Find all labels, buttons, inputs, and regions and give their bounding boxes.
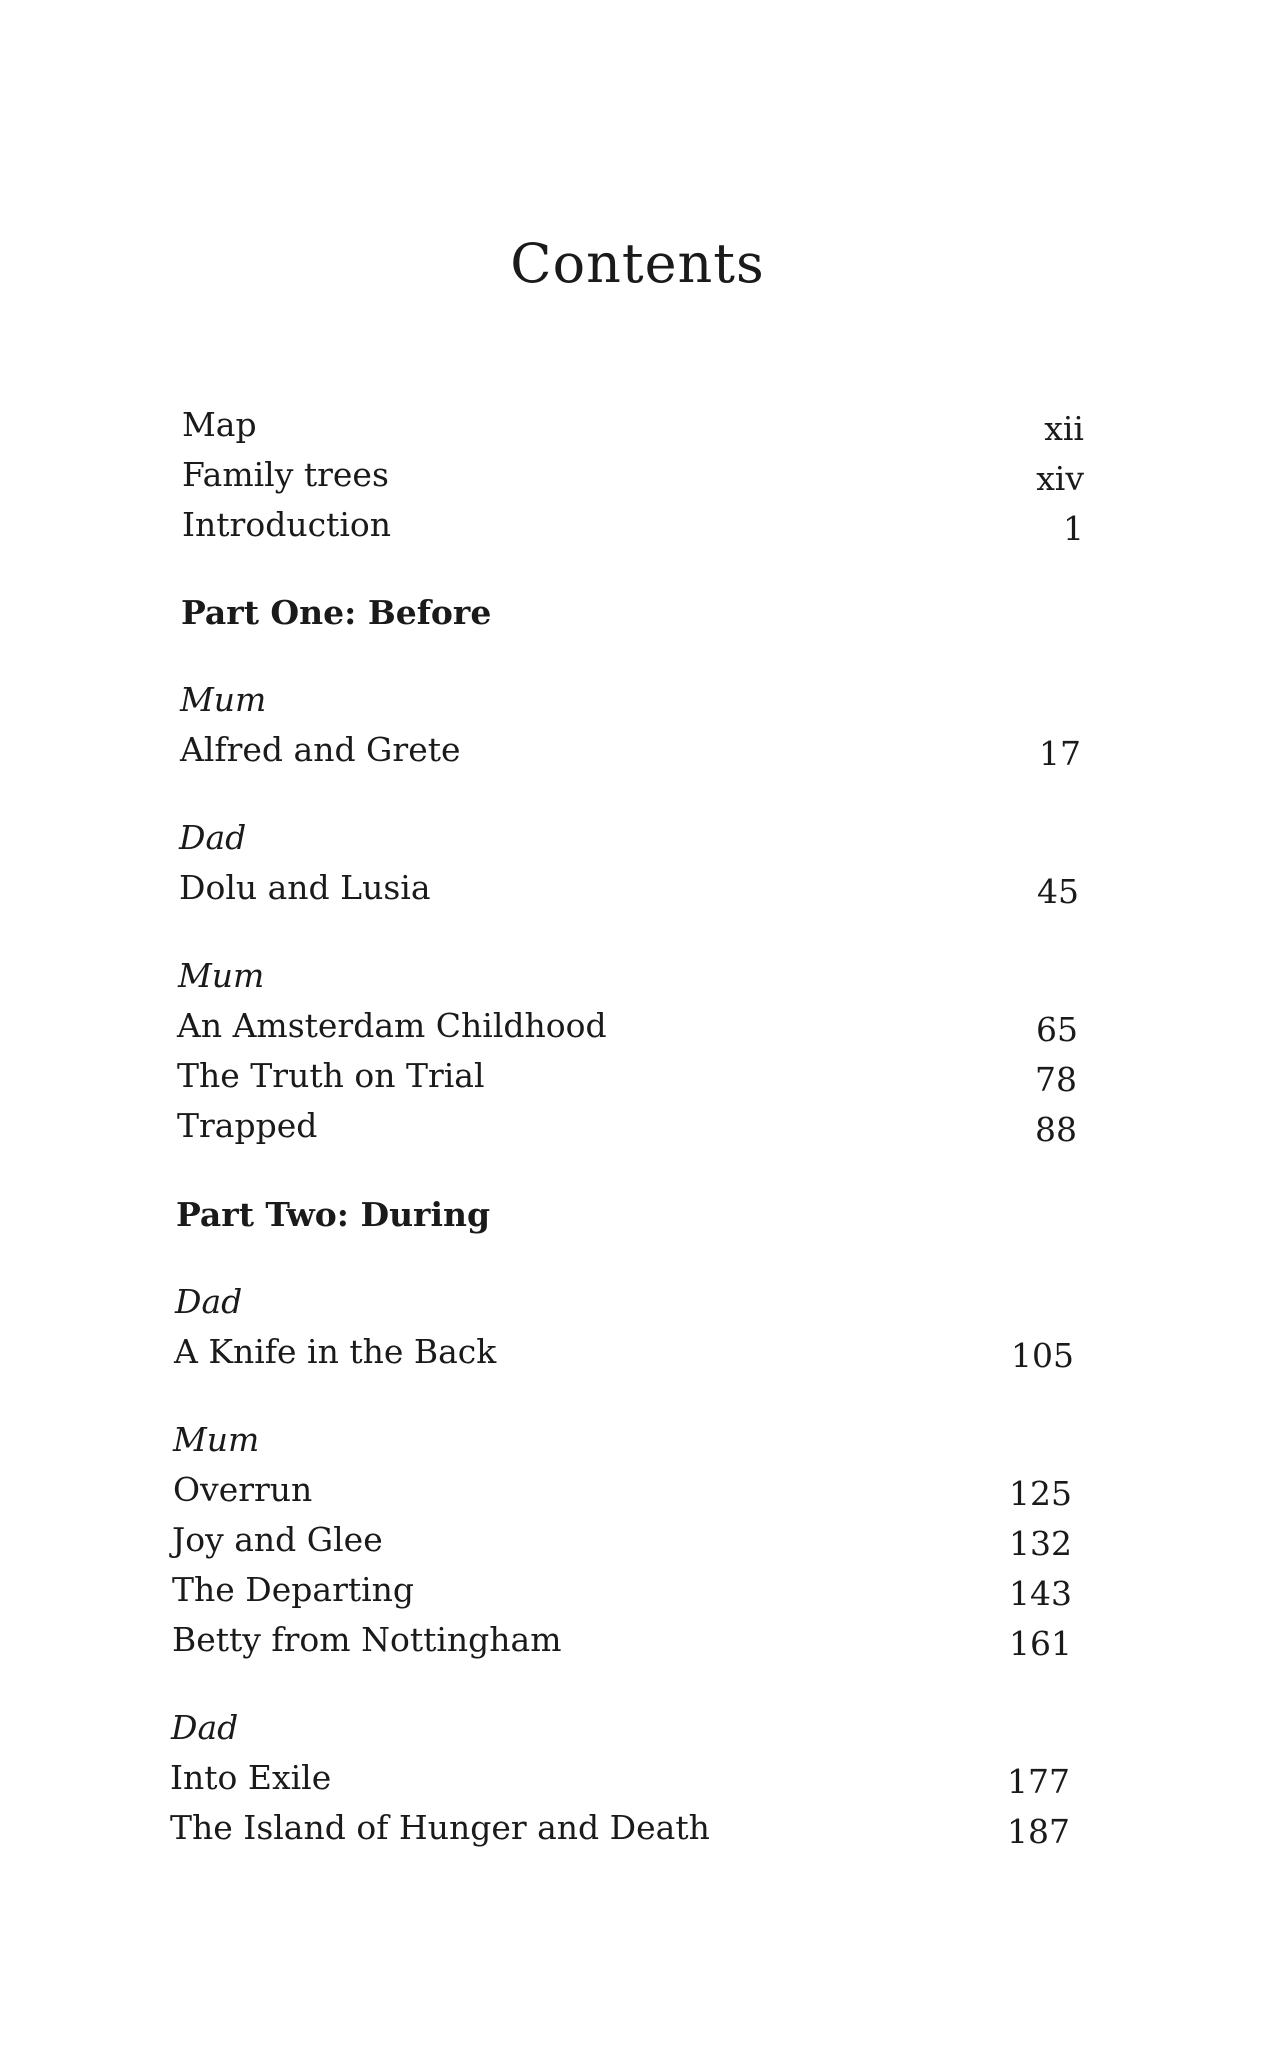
entry-label: Family trees bbox=[182, 455, 389, 494]
entry-label: A Knife in the Back bbox=[174, 1332, 497, 1371]
toc-entry-map[interactable] bbox=[182, 400, 1084, 450]
entry-page: 45 bbox=[1037, 872, 1079, 911]
entry-page: 187 bbox=[1007, 1812, 1070, 1851]
entry-page: 143 bbox=[1009, 1574, 1072, 1613]
page-title: Contents bbox=[510, 232, 765, 295]
entry-page: 132 bbox=[1009, 1524, 1072, 1563]
entry-label: The Departing bbox=[172, 1570, 415, 1609]
entry-page: 161 bbox=[1009, 1624, 1072, 1663]
entry-label: Joy and Glee bbox=[172, 1520, 383, 1559]
toc-entry[interactable] bbox=[172, 1565, 1072, 1615]
section-narrator: Dad bbox=[175, 1282, 243, 1321]
entry-label: An Amsterdam Childhood bbox=[177, 1006, 607, 1045]
entry-label: Betty from Nottingham bbox=[172, 1620, 562, 1659]
toc-entry[interactable] bbox=[170, 1753, 1070, 1803]
entry-label: Alfred and Grete bbox=[180, 730, 461, 769]
entry-page: 78 bbox=[1035, 1060, 1077, 1099]
entry-page: 105 bbox=[1011, 1336, 1074, 1375]
entry-page: 125 bbox=[1009, 1474, 1072, 1513]
toc-entry-family-trees[interactable] bbox=[182, 450, 1084, 500]
entry-page: xii bbox=[1044, 409, 1084, 448]
entry-label: Into Exile bbox=[170, 1758, 332, 1797]
entry-label: Dolu and Lusia bbox=[179, 868, 431, 907]
entry-label: Overrun bbox=[173, 1470, 313, 1509]
toc-entry[interactable] bbox=[172, 1615, 1072, 1665]
entry-label: The Truth on Trial bbox=[177, 1056, 485, 1095]
entry-label: Map bbox=[182, 405, 257, 444]
section-narrator: Mum bbox=[180, 680, 267, 719]
entry-page: xiv bbox=[1036, 459, 1084, 498]
section-narrator: Dad bbox=[171, 1708, 239, 1747]
part-heading: Part One: Before bbox=[181, 593, 492, 632]
entry-label: The Island of Hunger and Death bbox=[170, 1808, 710, 1847]
toc-entry[interactable] bbox=[172, 1515, 1072, 1565]
entry-page: 1 bbox=[1063, 509, 1084, 548]
section-narrator: Mum bbox=[173, 1420, 260, 1459]
entry-page: 88 bbox=[1035, 1110, 1077, 1149]
toc-entry[interactable] bbox=[179, 863, 1079, 913]
toc-entry-introduction[interactable] bbox=[182, 500, 1084, 550]
part-heading: Part Two: During bbox=[176, 1195, 491, 1234]
entry-page: 177 bbox=[1007, 1762, 1070, 1801]
entry-label: Introduction bbox=[182, 505, 391, 544]
toc-entry[interactable] bbox=[174, 1327, 1074, 1377]
section-narrator: Mum bbox=[178, 956, 265, 995]
toc-entry[interactable] bbox=[173, 1465, 1072, 1515]
toc-entry[interactable] bbox=[177, 1001, 1078, 1051]
toc-entry[interactable] bbox=[177, 1101, 1077, 1151]
toc-entry[interactable] bbox=[177, 1051, 1077, 1101]
entry-page: 17 bbox=[1039, 734, 1081, 773]
entry-page: 65 bbox=[1036, 1010, 1078, 1049]
section-narrator: Dad bbox=[179, 818, 247, 857]
entry-label: Trapped bbox=[177, 1106, 318, 1145]
toc-entry[interactable] bbox=[180, 725, 1081, 775]
toc-entry[interactable] bbox=[170, 1803, 1070, 1853]
